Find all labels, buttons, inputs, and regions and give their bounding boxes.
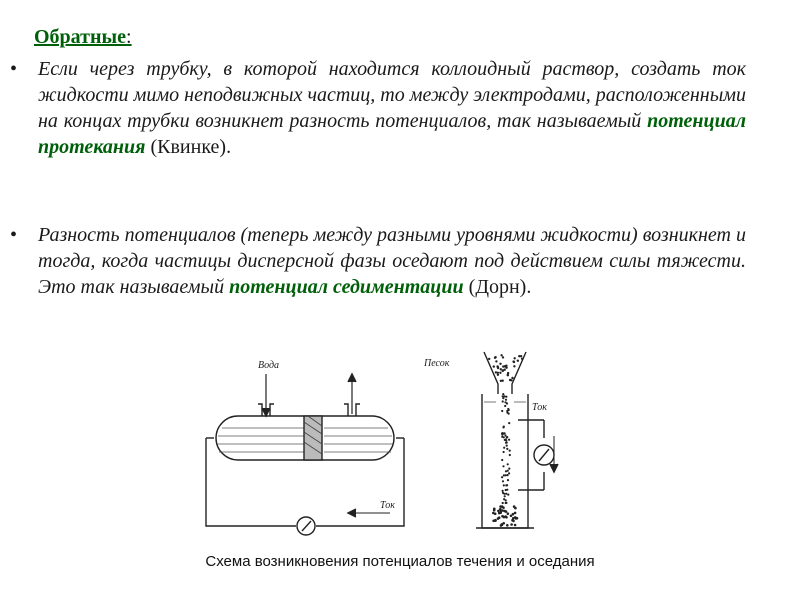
sand-grain (502, 393, 504, 395)
sand-grain (504, 434, 506, 436)
sand-grain (506, 489, 508, 491)
current-label: Ток (380, 500, 395, 511)
sand-label: Песок (424, 358, 450, 369)
bullet-quincke (10, 56, 747, 160)
sand-grain (505, 396, 507, 398)
sand-grain (510, 523, 513, 526)
sand-grain (512, 517, 515, 520)
current-label: Ток (532, 402, 547, 413)
sand-grain (501, 436, 503, 438)
sand-grain (498, 516, 501, 519)
sand-grain (506, 436, 508, 438)
sand-grain (500, 524, 503, 527)
sand-grain (503, 447, 505, 449)
sand-grain (506, 524, 509, 527)
sand-grain (499, 372, 501, 374)
sand-grain (506, 445, 508, 447)
sand-grain (502, 506, 505, 509)
sand-grain (501, 434, 503, 436)
sand-grain (502, 356, 504, 358)
sand-grain (507, 479, 509, 481)
sand-grain (511, 377, 513, 379)
sand-grain (493, 508, 496, 511)
sand-grain (507, 463, 509, 465)
sand-grain (508, 468, 510, 470)
sand-grain (502, 480, 504, 482)
sand-grain (502, 502, 504, 504)
sand-grain (521, 358, 523, 360)
sand-grain (512, 513, 515, 516)
sand-grain (501, 476, 503, 478)
sand-grain (502, 400, 504, 402)
sand-grain (504, 369, 506, 371)
section-heading (34, 26, 132, 49)
sand-grain (502, 426, 504, 428)
sand-grain (494, 357, 496, 359)
sand-grain (512, 520, 515, 523)
sand-grain (509, 450, 511, 452)
sand-grain (505, 499, 507, 501)
heading-colon: : (126, 26, 132, 48)
sand-grain (503, 395, 505, 397)
sand-grain (508, 472, 510, 474)
sand-grain (509, 379, 511, 381)
sand-grain (509, 454, 511, 456)
sand-grain (499, 511, 502, 514)
sand-grain (500, 368, 502, 370)
sand-grain (497, 374, 499, 376)
bullet-text: Разность потенциалов (теперь между разными уровнями жидкости) возникнет и тогда, когда частицы дисперсной фазы оседают под действием силы тяжести. Это так называемый (38, 224, 746, 298)
sand-grain (504, 439, 506, 441)
bullet-dorn (10, 222, 746, 300)
sand-grain (505, 470, 507, 472)
sand-grain (505, 442, 507, 444)
sand-grain (499, 363, 501, 365)
sand-grain (514, 357, 516, 359)
sand-grain (507, 494, 509, 496)
sand-grain (506, 474, 508, 476)
streaming-potential-diagram (200, 348, 410, 543)
sand-grain (504, 495, 506, 497)
sand-grain (503, 451, 505, 453)
bullet-text: Если через трубку, в которой находится коллоидный раствор, создать ток жидкости мимо неподвижных частиц, то между электродами, расположенными на концах трубки возникнет разность потенциалов, так называемый (38, 58, 747, 132)
sand-grain (504, 515, 507, 518)
sand-grain (512, 360, 514, 362)
sand-grain (505, 493, 507, 495)
sand-grain (505, 502, 507, 504)
sand-grain (506, 484, 508, 486)
sand-grain (502, 522, 505, 525)
sand-grain (497, 366, 499, 368)
sand-grain (505, 399, 507, 401)
sand-grain (501, 410, 503, 412)
sand-grain (495, 360, 497, 362)
sand-grain (500, 354, 502, 356)
sand-grain (508, 413, 510, 415)
author-dorn: (Дорн). (463, 276, 532, 298)
term-streaming-potential: потенциал протекания (38, 110, 746, 158)
sand-grain (508, 422, 510, 424)
sand-grain (488, 358, 490, 360)
sand-grain (502, 370, 504, 372)
sand-grain (514, 512, 517, 515)
sand-grain (506, 448, 508, 450)
sand-grain (503, 493, 505, 495)
sand-grain (520, 355, 522, 357)
sand-grain (503, 484, 505, 486)
heading-text: Обратные (34, 26, 127, 48)
figure-caption: Схема возникновения потенциалов течения и оседания (205, 553, 595, 570)
sand-grain (517, 360, 519, 362)
sand-grain (502, 365, 504, 367)
author-quincke: (Квинке). (145, 136, 232, 158)
sand-grain (502, 465, 504, 467)
sand-grain (504, 401, 506, 403)
sand-grain (502, 490, 504, 492)
sand-grain (494, 519, 497, 522)
sand-particles (488, 354, 523, 527)
sand-grain (507, 408, 509, 410)
sand-grain (505, 510, 508, 513)
sand-grain (492, 512, 495, 515)
sand-grain (497, 510, 500, 513)
sand-grain (507, 512, 510, 515)
sand-grain (508, 439, 510, 441)
sedimentation-potential-diagram (420, 340, 580, 540)
water-label: Вода (258, 360, 280, 371)
sand-grain (513, 365, 515, 367)
sand-grain (502, 380, 504, 382)
bullet-dot: • (10, 224, 18, 246)
sand-grain (507, 374, 509, 376)
sand-grain (504, 405, 506, 407)
term-sedimentation-potential: потенциал седиментации (229, 276, 464, 298)
sand-grain (514, 524, 517, 527)
sand-grain (516, 517, 519, 520)
sand-grain (493, 365, 495, 367)
sand-grain (513, 505, 516, 508)
bullet-dot: • (10, 58, 18, 80)
sand-grain (501, 459, 503, 461)
sand-grain (503, 474, 505, 476)
